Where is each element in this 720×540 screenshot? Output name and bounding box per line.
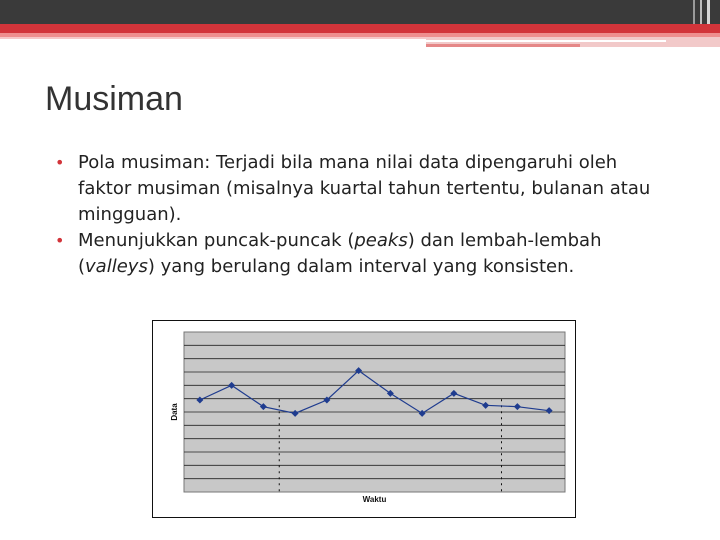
bullet-text-italic: valleys bbox=[85, 256, 148, 277]
top-bar bbox=[0, 0, 720, 24]
y-axis-label: Data bbox=[170, 403, 179, 421]
bullet-text-italic: peaks bbox=[354, 230, 408, 251]
bullet-item bbox=[55, 228, 675, 280]
slide-title: Musiman bbox=[45, 80, 183, 118]
accent-band bbox=[0, 24, 720, 33]
bullet-marker: • bbox=[55, 153, 65, 172]
accent-line bbox=[426, 44, 580, 47]
bullet-list bbox=[55, 150, 675, 280]
bullet-marker: • bbox=[55, 231, 65, 250]
bullet-text: Menunjukkan puncak-puncak ( bbox=[78, 230, 355, 251]
bullet-text: ) yang berulang dalam interval yang konsisten. bbox=[147, 256, 575, 277]
chart-frame bbox=[152, 320, 576, 518]
accent-line bbox=[426, 40, 666, 42]
bullet-text: ) dan lembah-lembah ( bbox=[78, 230, 602, 277]
x-axis-label: Waktu bbox=[362, 495, 387, 504]
bullet-text: Pola musiman: Terjadi bila mana nilai data dipengaruhi oleh faktor musiman (misalnya kuartal tahun tertentu, bulanan atau mingguan). bbox=[78, 152, 651, 225]
top-bar-stripe bbox=[700, 0, 702, 24]
top-bar-stripe bbox=[693, 0, 695, 24]
bullet-item bbox=[55, 150, 675, 228]
top-bar-stripe bbox=[707, 0, 710, 24]
line-chart bbox=[153, 321, 575, 517]
